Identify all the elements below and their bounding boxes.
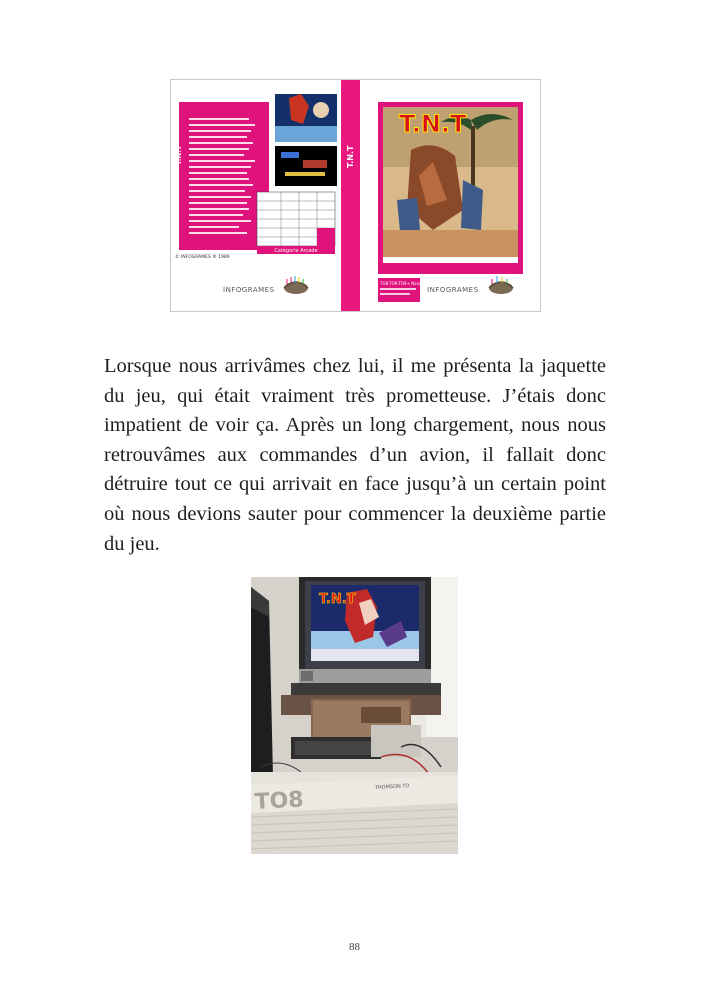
svg-text:TO8: TO8: [254, 787, 305, 815]
game-box-cover-image: [170, 79, 541, 312]
body-paragraph: Lorsque nous arrivâmes chez lui, il me présenta la jaquette du jeu, qui était vraiment très prometteuse. J’étais donc impatient de voir ça. Après un long chargement, nous nous retrouvâmes aux commandes d’un avion, il fallait donc détruire tout ce qui arrivait en face jusqu’à un certain point où nous devions sauter pour commencer la deuxième partie du jeu.: [104, 355, 606, 555]
publisher-logo-front: INFOGRAMES: [427, 286, 479, 294]
spine-title: T.N.T: [346, 145, 355, 168]
page-number: 88: [349, 941, 360, 953]
publisher-logo-back: INFOGRAMES: [223, 286, 275, 294]
category-label: Catégorie Arcade: [274, 248, 318, 254]
monitor-screen-title: T.N.T: [319, 592, 356, 607]
computer-setup-photo: [251, 577, 458, 854]
back-cover-spine-title: T.N.T: [175, 145, 183, 165]
front-cover-title: T.N.T: [399, 110, 467, 138]
copyright-text: © INFOGRAMES ® 1989: [175, 255, 230, 260]
platform-label: TO8-TO9-TO9+ Nanoréseau: [380, 281, 436, 286]
computer-brand-label: THOMSON TO: [374, 783, 410, 791]
